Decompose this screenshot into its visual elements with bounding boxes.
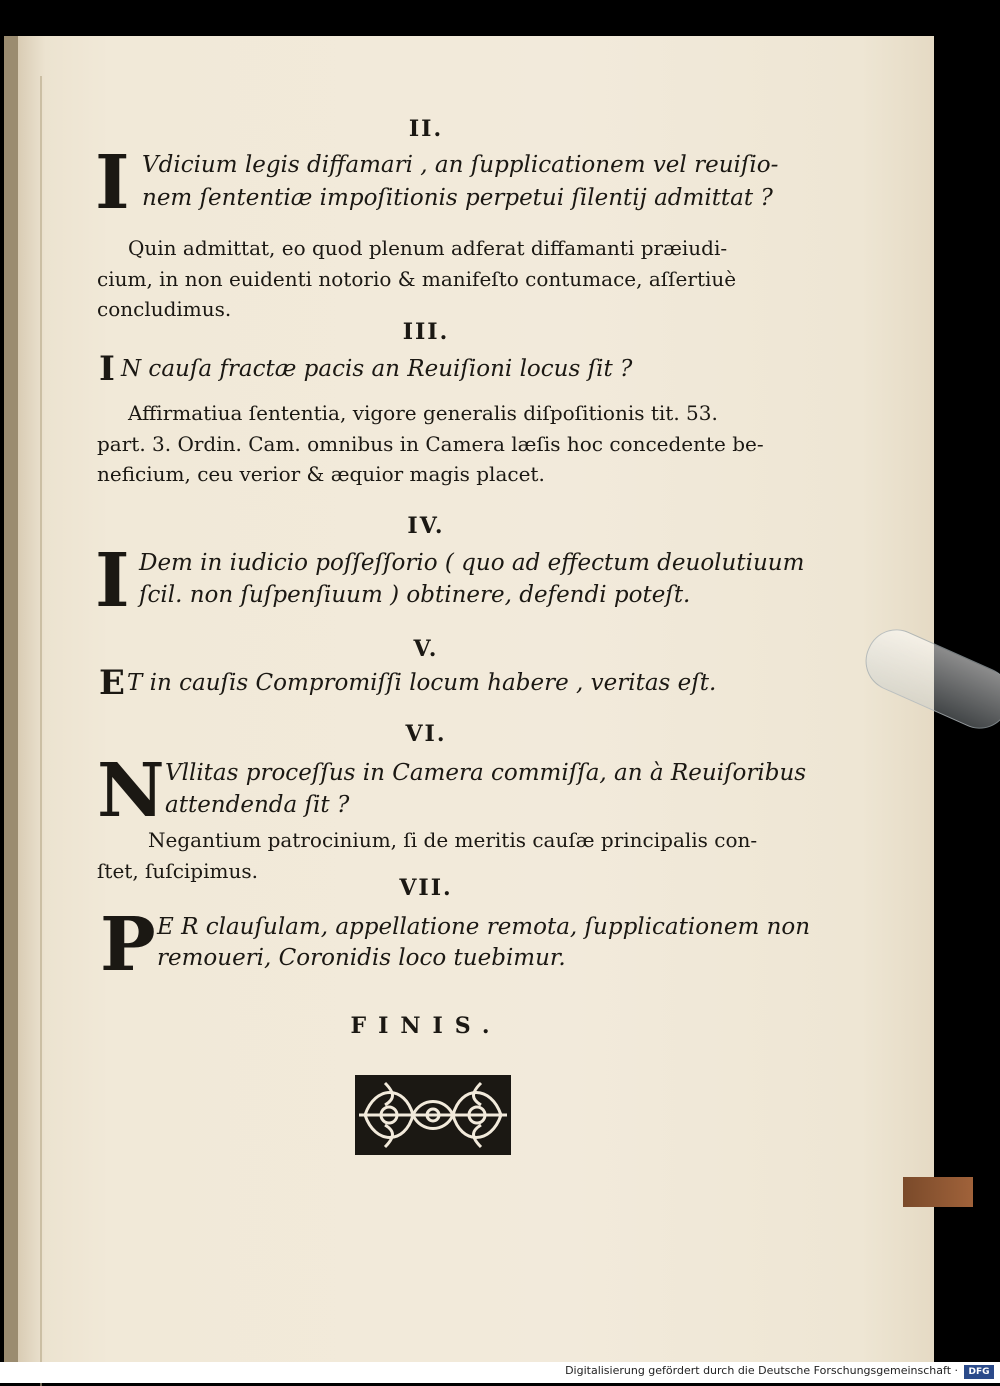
dfg-logo-icon: DFG [964, 1365, 994, 1379]
question-line: nem ſententiæ impoſitionis perpetui ſilentij admittat ? [142, 185, 773, 211]
section-numeral-ii: II. [408, 116, 444, 142]
section-numeral-vi: VI. [405, 721, 447, 747]
question-line: E R clauſulam, appellatione remota, ſupplicationem non [157, 914, 811, 940]
question-line: attendenda ſit ? [165, 792, 350, 818]
capital-e: E [99, 663, 125, 703]
finis-label: FINIS. [350, 1013, 502, 1039]
answer-line: Quin admittat, eo quod plenum adferat diffamanti præiudi- [128, 236, 728, 260]
question-line: remoueri, Coronidis loco tuebimur. [157, 945, 566, 971]
section-numeral-vii: VII. [399, 875, 453, 901]
question-line: Vdicium legis diffamari , an ſupplicationem vel reuiſio- [142, 152, 779, 178]
footer-bar [0, 1362, 1000, 1383]
drop-capital-n: N [97, 748, 165, 834]
answer-line: neficium, ceu verior & æquior magis placet. [97, 462, 545, 486]
answer-line: cium, in non euidenti notorio & manifeſto contumace, aſſertiuè [97, 267, 737, 291]
answer-line: ſtet, ſuſcipimus. [97, 859, 258, 883]
drop-capital-i: I [95, 538, 130, 624]
section-numeral-iii: III. [402, 319, 450, 345]
question-line: Vllitas proceſſus in Camera commiſſa, an à Reuiſoribus [165, 760, 807, 786]
question-line: N cauſa fractæ pacis an Reuiſioni locus ſit ? [121, 356, 633, 382]
answer-line: Negantium patrocinium, ſi de meritis cauſæ principalis con- [148, 828, 758, 852]
section-numeral-iv: IV. [407, 513, 445, 539]
printers-ornament-icon [355, 1075, 511, 1155]
question-line: T in cauſis Compromiſſi locum habere , veritas eſt. [127, 670, 717, 696]
page-tab-strip [903, 1177, 973, 1207]
question-line: Dem in iudicio poſſeſſorio ( quo ad effectum deuolutiuum [139, 550, 805, 576]
answer-line: part. 3. Ordin. Cam. omnibus in Camera læſis hoc concedente be- [97, 432, 764, 456]
capital-i: I [99, 349, 115, 389]
drop-capital-p: P [100, 902, 156, 988]
answer-line: Affirmatiua ſententia, vigore generalis diſpoſitionis tit. 53. [128, 401, 718, 425]
footer-credit: Digitalisierung gefördert durch die Deutsche Forschungsgemeinschaft · [565, 1364, 958, 1377]
answer-line: concludimus. [97, 297, 232, 321]
question-line: ſcil. non ſuſpenſiuum ) obtinere, defendi poteſt. [139, 582, 691, 608]
section-numeral-v: V. [413, 636, 439, 662]
drop-capital-i: I [95, 140, 130, 226]
